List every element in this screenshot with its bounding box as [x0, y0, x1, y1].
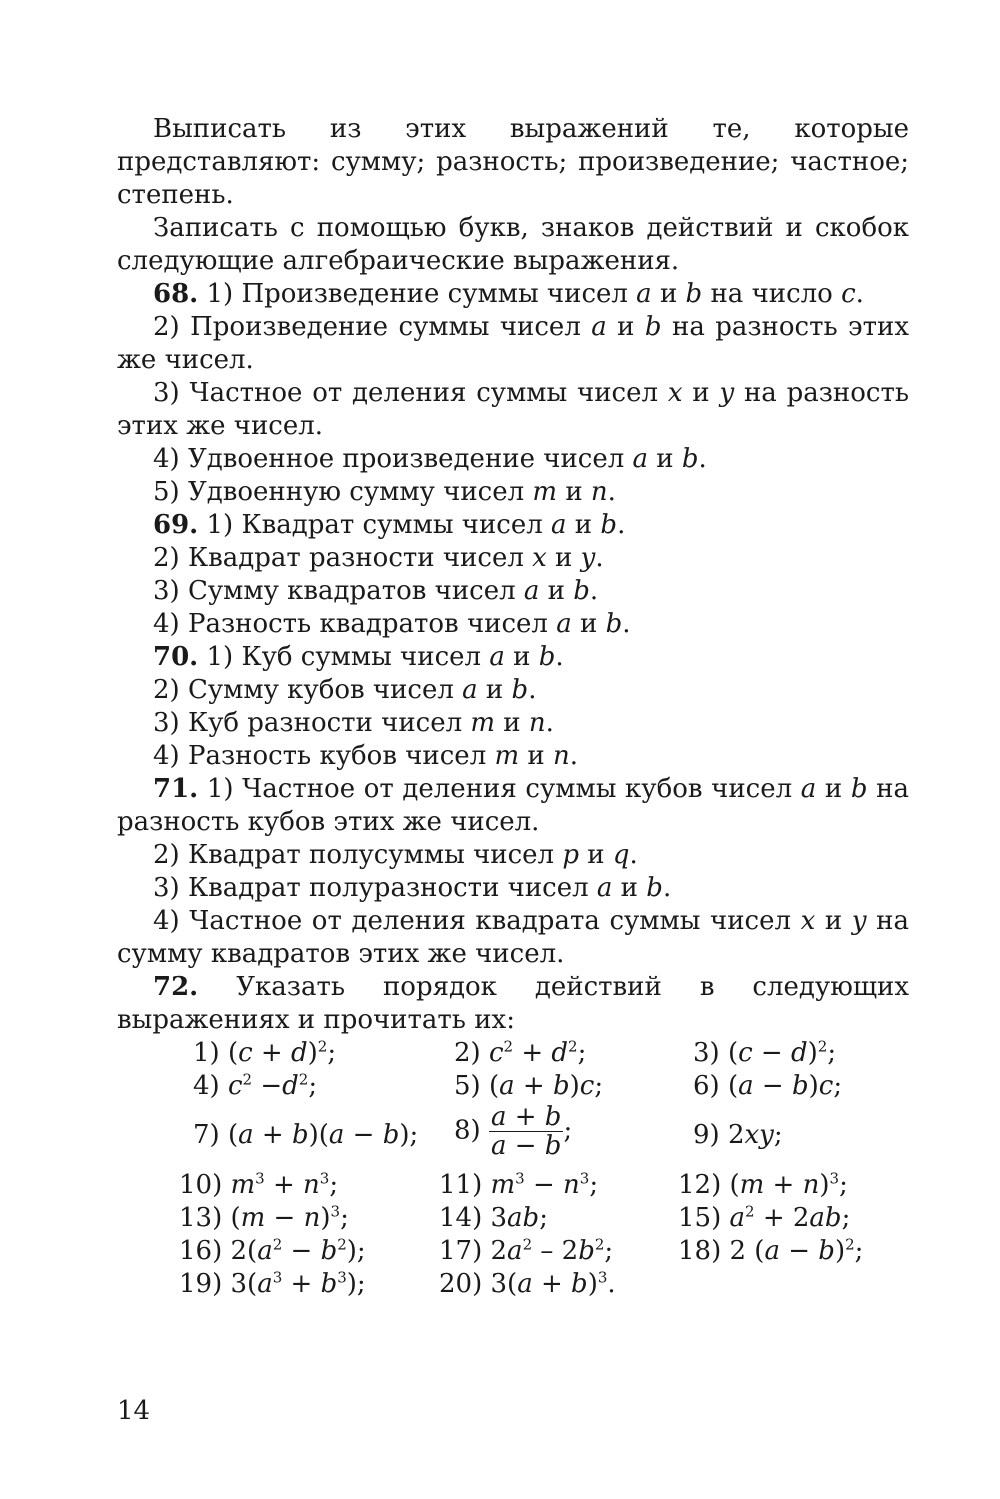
expression-2: 2) $c^2 + d^2$; [454, 1037, 587, 1068]
page-content [117, 113, 909, 1327]
expression-16: 16) $2(a^2 - b^2)$; [179, 1235, 366, 1266]
page-number: 14 [117, 1396, 151, 1426]
exercise-69-item-4: 4) Разность квадратов чисел a и b. [153, 609, 631, 639]
exercise-number: 70. [153, 642, 199, 672]
intro-paragraph-2: Записать с помощью букв, знаков действий и скобок следующие алгебраические выражения. [117, 213, 909, 276]
exercise-number: 68. [153, 279, 199, 309]
exercise-number: 69. [153, 510, 199, 540]
exercise-71-item-4: 4) Частное от деления квадрата суммы чисел x и y на сумму квадратов этих же чисел. [117, 906, 909, 969]
exercise-68-item-4: 4) Удвоенное произведение чисел a и b. [153, 444, 707, 474]
exercise-70-item-3: 3) Куб разности чисел m и n. [153, 708, 554, 738]
expression-17: 17) $2a^2 - 2b^2$; [439, 1235, 614, 1266]
exercise-68-item-1: 68. 1) Произведение суммы чисел a и b на число c. [153, 279, 864, 309]
expression-8: 8) $\frac{a + b}{a - b}$ ; [454, 1102, 573, 1161]
exercise-68-item-5: 5) Удвоенную сумму чисел m и n. [153, 477, 616, 507]
expression-20: 20) $3(a + b)^3$. [439, 1268, 616, 1299]
exercise-70-item-4: 4) Разность кубов чисел m и n. [153, 741, 579, 771]
exercise-69-item-2: 2) Квадрат разности чисел x и y. [153, 543, 604, 573]
expression-3: 3) $(c - d)^2$; [693, 1037, 837, 1068]
expression-1: 1) $(c + d)^2$; [193, 1037, 337, 1068]
expression-10: 10) $m^3 + n^3$; [179, 1169, 339, 1200]
expression-6: 6) (a − b)c; [693, 1071, 843, 1101]
exercise-71-item-2: 2) Квадрат полусуммы чисел p и q. [153, 840, 638, 870]
intro-paragraph-1: Выписать из этих выражений те, которые представляют: сумму; разность; произведение; частное; степень. [117, 114, 909, 210]
exercise-70-item-2: 2) Сумму кубов чисел a и b. [153, 675, 537, 705]
exercise-70-item-1: 70. 1) Куб суммы чисел a и b. [153, 642, 564, 672]
expression-7: 7) (a + b)(a − b); [193, 1120, 419, 1150]
expression-18: 18) 2 $(a - b)^2$; [678, 1235, 864, 1266]
exercise-72-text: 72. Указать порядок действий в следующих выражениях и прочитать их: [117, 972, 910, 1035]
exercise-68-item-2: 2) Произведение суммы чисел a и b на разность этих же чисел. [117, 312, 909, 375]
expression-13: 13) $(m - n)^3$; [179, 1202, 349, 1233]
exercise-71-item-1: 71. 1) Частное от деления суммы кубов чисел a и b на разность кубов этих же чисел. [117, 774, 909, 837]
exercise-number: 72. [153, 972, 199, 1002]
expression-19: 19) $3(a^3 + b^3)$; [179, 1268, 366, 1299]
expression-11: 11) $m^3 - n^3$; [439, 1169, 599, 1200]
expression-4: 4) $c^2 -d^2$; [193, 1070, 318, 1101]
exercise-71-item-3: 3) Квадрат полуразности чисел a и b. [153, 873, 672, 903]
expression-12: 12) $(m + n)^3$; [678, 1169, 848, 1200]
expressions-grid [117, 1037, 909, 1327]
expression-15: 15) $a^2 + 2ab$; [678, 1202, 851, 1233]
exercise-68-item-3: 3) Частное от деления суммы чисел x и y на разность этих же чисел. [117, 378, 909, 441]
expression-14: 14) 3ab; [439, 1203, 548, 1233]
exercise-69-item-1: 69. 1) Квадрат суммы чисел a и b. [153, 510, 626, 540]
expression-5: 5) (a + b)c; [454, 1071, 604, 1101]
exercise-69-item-3: 3) Сумму квадратов чисел a и b. [153, 576, 599, 606]
expression-9: 9) 2xy; [693, 1120, 783, 1150]
exercise-number: 71. [153, 774, 199, 804]
fraction: $\frac{a + b}{a - b}$ [490, 1102, 562, 1161]
